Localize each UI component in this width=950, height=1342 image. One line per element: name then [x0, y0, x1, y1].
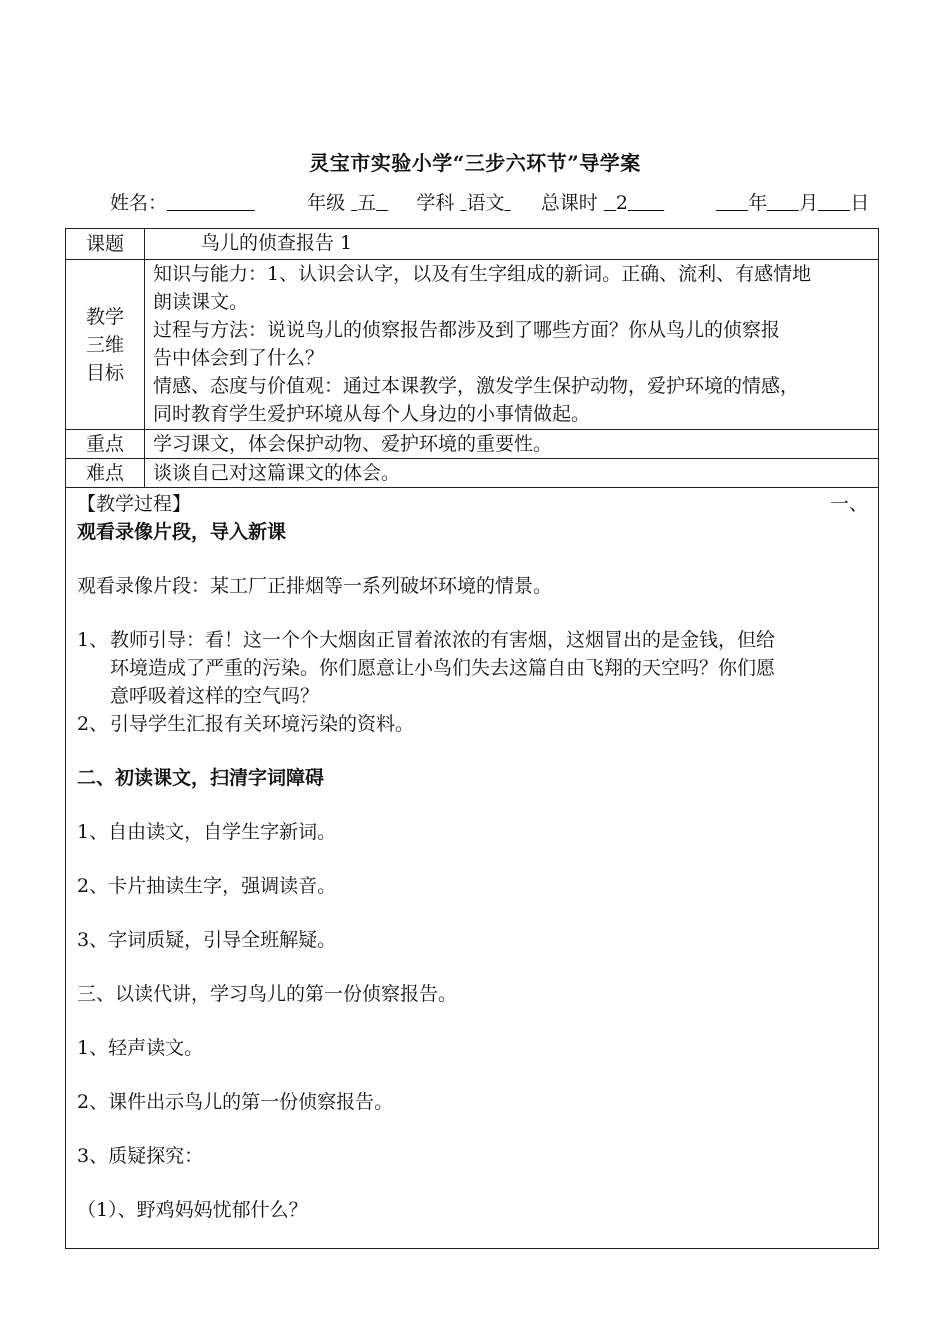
- list-item: 教师引导：看！这一个个大烟囱正冒着浓浓的有害烟，这烟冒出的是金钱，但给 环境造成了严重的污染。你们愿意让小鸟们失去这篇自由飞翔的天空吗？你们愿 意呼吸着这样的空气吗？: [110, 629, 776, 707]
- list-item: 2、卡片抽读生字，强调读音。: [77, 875, 337, 897]
- document-title: 灵宝市实验小学“三步六环节”导学案: [309, 151, 641, 175]
- hours-value[interactable]: 2: [615, 192, 628, 214]
- difficulty-label: 难点: [66, 459, 145, 488]
- section-two-title: 二、初读课文，扫清字词障碍: [77, 767, 325, 789]
- topic-row: [66, 229, 879, 260]
- year-field[interactable]: [716, 192, 748, 211]
- info-line: [110, 188, 869, 215]
- subject-value[interactable]: 语文: [466, 192, 505, 214]
- list-item: 引导学生汇报有关环境污染的资料。: [110, 713, 415, 735]
- topic-text: 鸟儿的侦查报告 1: [201, 232, 353, 254]
- process-header: 【教学过程】: [77, 493, 192, 515]
- list-item: 2、课件出示鸟儿的第一份侦察报告。: [77, 1091, 394, 1113]
- key-point-value: 学习课文，体会保护动物、爱护环境的重要性。: [145, 430, 879, 459]
- lesson-info-table: [65, 228, 879, 488]
- section-one-title: 观看录像片段，导入新课: [77, 521, 287, 543]
- sub-question: （1）、野鸡妈妈忧郁什么？: [77, 1199, 308, 1221]
- section-one-intro: 观看录像片段：某工厂正排烟等一系列破坏环境的情景。: [77, 575, 553, 597]
- difficulty-row: [66, 459, 879, 488]
- key-point-row: [66, 430, 879, 459]
- list-item: 1、自由读文，自学生字新词。: [77, 821, 337, 843]
- key-point-label: 重点: [66, 430, 145, 459]
- list-item: 1、轻声读文。: [77, 1037, 204, 1059]
- name-label: 姓名：: [110, 192, 168, 214]
- goals-value: 知识与能力：1、认识会认字，以及有生字组成的新词。正确、流利、有感情地 朗读课文。 过程与方法：说说鸟儿的侦察报告都涉及到了哪些方面？你从鸟儿的侦察报 告中体会到了什么？ 情感、态度与价值观：通过本课教学，激发学生保护动物，爱护环境的情感， 同时教育学生爱护环境从每个人身边的小事情做起。: [145, 260, 879, 430]
- month-label: 月: [799, 192, 819, 214]
- goals-label: 教学 三维 目标: [66, 260, 145, 430]
- grade-value[interactable]: 五: [357, 192, 377, 214]
- day-label: 日: [850, 192, 870, 214]
- section-one-number: 一、: [829, 493, 868, 515]
- goals-row: [66, 260, 879, 430]
- list-item: 3、质疑探究：: [77, 1145, 204, 1167]
- day-field[interactable]: [818, 192, 850, 211]
- teaching-process-box: [65, 488, 879, 1249]
- month-field[interactable]: [767, 192, 799, 211]
- subject-label: 学科: [416, 192, 455, 214]
- grade-label: 年级: [307, 192, 346, 214]
- list-item: 3、字词质疑，引导全班解疑。: [77, 929, 337, 951]
- topic-label: 课题: [66, 229, 145, 260]
- topic-value: [145, 229, 879, 260]
- year-label: 年: [748, 192, 768, 214]
- item-number: 1、: [77, 629, 109, 651]
- item-number: 2、: [77, 713, 109, 735]
- difficulty-value: 谈谈自己对这篇课文的体会。: [145, 459, 879, 488]
- hours-label: 总课时: [540, 192, 598, 214]
- name-field[interactable]: [167, 192, 255, 211]
- section-three-title: 三、以读代讲，学习鸟儿的第一份侦察报告。: [77, 983, 458, 1005]
